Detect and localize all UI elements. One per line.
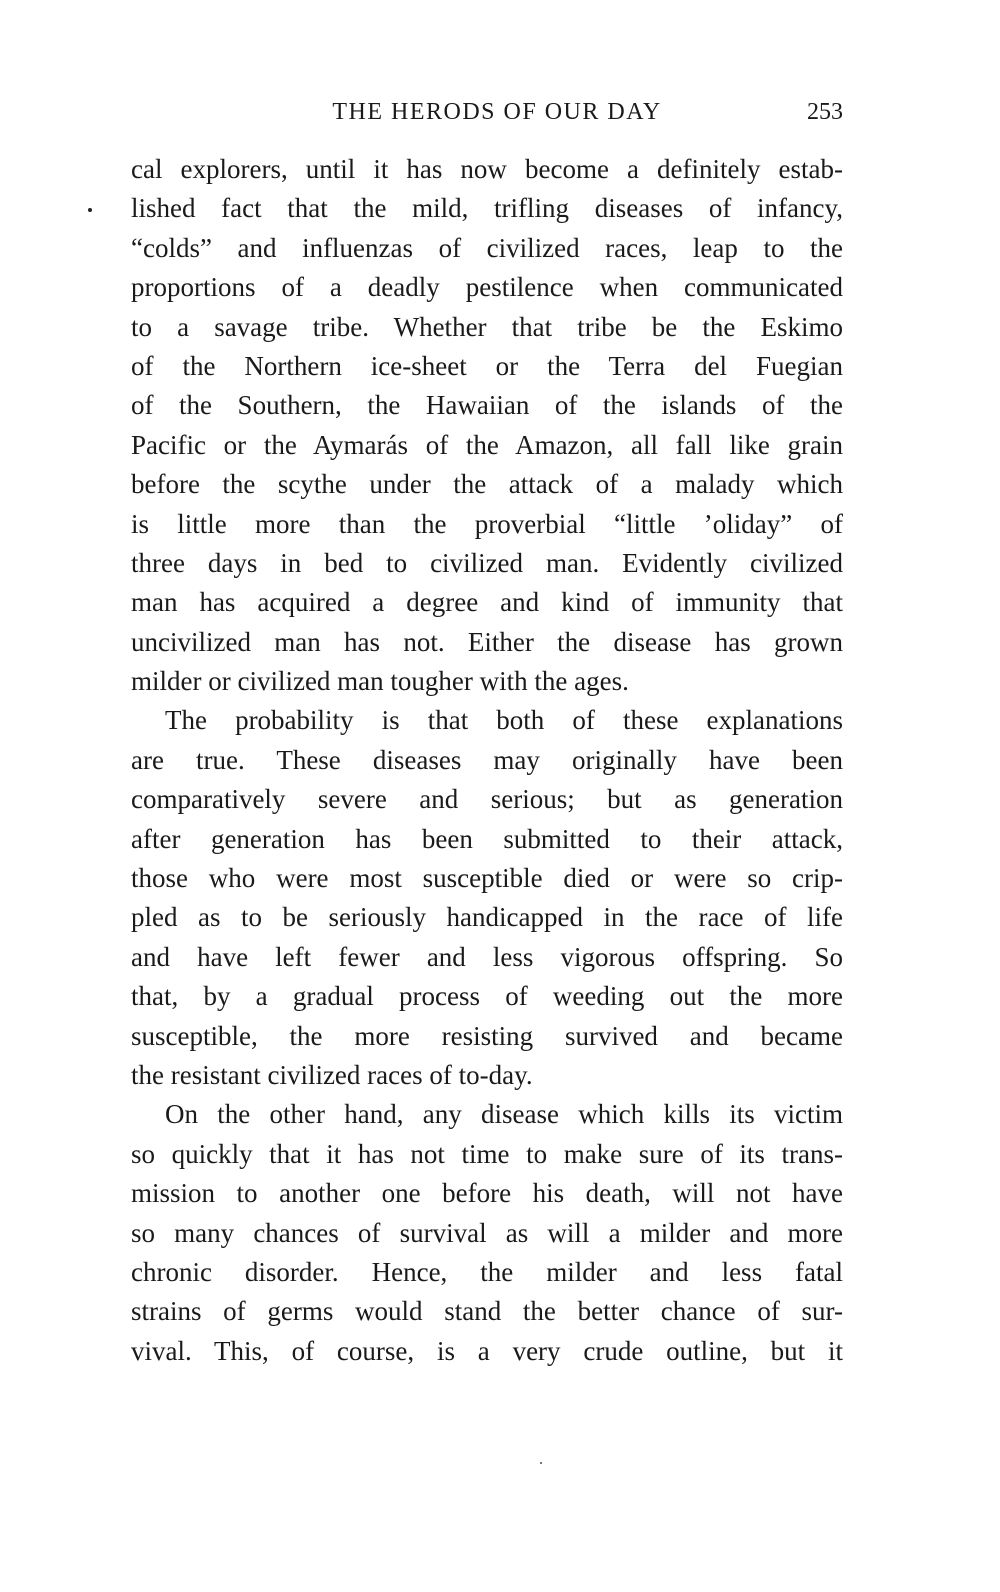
text-line: of the Northern ice-sheet or the Terra del Fuegian (131, 350, 843, 381)
text-line: so quickly that it has not time to make sure of its trans- (131, 1138, 843, 1169)
text-line: the resistant civilized races of to-day. (131, 1059, 533, 1090)
text-line: and have left fewer and less vigorous offspring. So (131, 941, 843, 972)
text-line: lished fact that the mild, trifling diseases of infancy, (131, 193, 843, 224)
text-line: before the scythe under the attack of a malady which (131, 469, 843, 500)
text-line: of the Southern, the Hawaiian of the islands of the (131, 390, 843, 421)
text-line: “colds” and influenzas of civilized races, leap to the (131, 232, 843, 263)
running-head (131, 92, 843, 132)
text-line: On the other hand, any disease which kills its victim (165, 1099, 843, 1130)
text-line: vival. This, of course, is a very crude outline, but it (131, 1335, 843, 1366)
text-line: strains of germs would stand the better chance of sur- (131, 1296, 843, 1327)
text-line: after generation has been submitted to their attack, (131, 823, 843, 854)
text-line: so many chances of survival as will a milder and more (131, 1217, 843, 1248)
page-number: 253 (807, 99, 843, 125)
text-line: proportions of a deadly pestilence when communicated (131, 272, 843, 303)
margin-ink-dot (88, 208, 92, 212)
text-line: The probability is that both of these explanations (165, 705, 843, 736)
text-line: is little more than the proverbial “little ’oliday” of (131, 508, 843, 539)
text-line: that, by a gradual process of weeding out the more (131, 981, 843, 1012)
text-line: mission to another one before his death, will not have (131, 1178, 843, 1209)
paper-speck (540, 1462, 542, 1464)
text-line: to a savage tribe. Whether that tribe be the Eskimo (131, 311, 843, 342)
text-line: man has acquired a degree and kind of immunity that (131, 587, 843, 618)
running-title: THE HERODS OF OUR DAY (332, 99, 662, 125)
text-line: pled as to be seriously handicapped in the race of life (131, 902, 843, 933)
text-line: are true. These diseases may originally have been (131, 744, 843, 775)
text-line: those who were most susceptible died or were so crip- (131, 863, 843, 894)
text-line: uncivilized man has not. Either the disease has grown (131, 626, 843, 657)
body-text (131, 150, 843, 1371)
text-line: susceptible, the more resisting survived and became (131, 1020, 843, 1051)
text-line: cal explorers, until it has now become a definitely estab- (131, 154, 843, 184)
text-line: comparatively severe and serious; but as generation (131, 784, 843, 815)
text-line: three days in bed to civilized man. Evidently civilized (131, 547, 843, 578)
text-line: Pacific or the Aymarás of the Amazon, all fall like grain (131, 429, 843, 460)
text-line: chronic disorder. Hence, the milder and less fatal (131, 1256, 843, 1287)
text-line: milder or civilized man tougher with the ages. (131, 666, 629, 697)
